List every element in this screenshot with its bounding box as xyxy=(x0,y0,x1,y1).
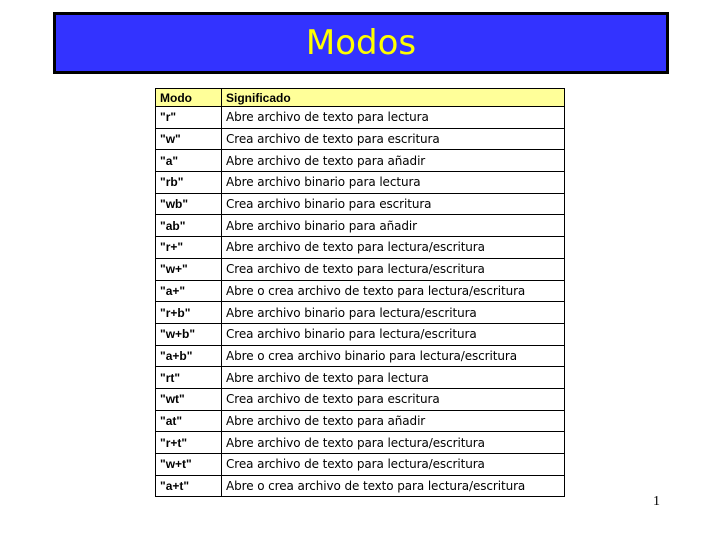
table-header-row xyxy=(156,89,565,107)
meaning-cell: Abre archivo de texto para lectura/escritura xyxy=(222,237,565,259)
table-body xyxy=(156,107,565,497)
mode-cell: "w+" xyxy=(156,258,222,280)
meaning-cell: Abre archivo de texto para añadir xyxy=(222,410,565,432)
mode-cell: "at" xyxy=(156,410,222,432)
table-row xyxy=(156,107,565,129)
mode-cell: "wb" xyxy=(156,193,222,215)
table-row xyxy=(156,128,565,150)
mode-cell: "r" xyxy=(156,107,222,129)
table-row xyxy=(156,475,565,497)
meaning-cell: Abre archivo de texto para lectura/escritura xyxy=(222,432,565,454)
table-row xyxy=(156,454,565,476)
meaning-cell: Abre archivo de texto para añadir xyxy=(222,150,565,172)
modes-table-container xyxy=(155,88,564,497)
meaning-cell: Abre archivo binario para lectura/escritura xyxy=(222,302,565,324)
mode-cell: "a" xyxy=(156,150,222,172)
meaning-cell: Crea archivo de texto para lectura/escritura xyxy=(222,258,565,280)
table-row xyxy=(156,432,565,454)
table-row xyxy=(156,215,565,237)
mode-cell: "wt" xyxy=(156,388,222,410)
meaning-cell: Abre archivo de texto para lectura xyxy=(222,367,565,389)
mode-cell: "rb" xyxy=(156,172,222,194)
meaning-cell: Abre o crea archivo binario para lectura/escritura xyxy=(222,345,565,367)
meaning-cell: Crea archivo de texto para lectura/escritura xyxy=(222,454,565,476)
mode-cell: "ab" xyxy=(156,215,222,237)
mode-cell: "a+" xyxy=(156,280,222,302)
title-banner xyxy=(53,12,669,74)
table-row xyxy=(156,280,565,302)
table-row xyxy=(156,237,565,259)
meaning-cell: Abre archivo binario para lectura xyxy=(222,172,565,194)
slide-title: Modos xyxy=(305,23,417,63)
table-row xyxy=(156,367,565,389)
mode-cell: "w" xyxy=(156,128,222,150)
header-mode: Modo xyxy=(156,89,222,107)
mode-cell: "r+" xyxy=(156,237,222,259)
table-row xyxy=(156,302,565,324)
meaning-cell: Crea archivo de texto para escritura xyxy=(222,128,565,150)
meaning-cell: Abre archivo de texto para lectura xyxy=(222,107,565,129)
header-meaning: Significado xyxy=(222,89,565,107)
meaning-cell: Abre o crea archivo de texto para lectura/escritura xyxy=(222,280,565,302)
table-row xyxy=(156,410,565,432)
meaning-cell: Crea archivo de texto para escritura xyxy=(222,388,565,410)
meaning-cell: Abre archivo binario para añadir xyxy=(222,215,565,237)
page-number: 1 xyxy=(653,494,660,509)
table-row xyxy=(156,345,565,367)
mode-cell: "rt" xyxy=(156,367,222,389)
mode-cell: "a+t" xyxy=(156,475,222,497)
modes-table xyxy=(155,88,565,497)
mode-cell: "w+t" xyxy=(156,454,222,476)
mode-cell: "a+b" xyxy=(156,345,222,367)
table-row xyxy=(156,172,565,194)
meaning-cell: Crea archivo binario para lectura/escritura xyxy=(222,323,565,345)
table-row xyxy=(156,150,565,172)
mode-cell: "r+t" xyxy=(156,432,222,454)
meaning-cell: Crea archivo binario para escritura xyxy=(222,193,565,215)
meaning-cell: Abre o crea archivo de texto para lectura/escritura xyxy=(222,475,565,497)
table-row xyxy=(156,193,565,215)
table-row xyxy=(156,388,565,410)
table-row xyxy=(156,323,565,345)
mode-cell: "r+b" xyxy=(156,302,222,324)
table-row xyxy=(156,258,565,280)
mode-cell: "w+b" xyxy=(156,323,222,345)
